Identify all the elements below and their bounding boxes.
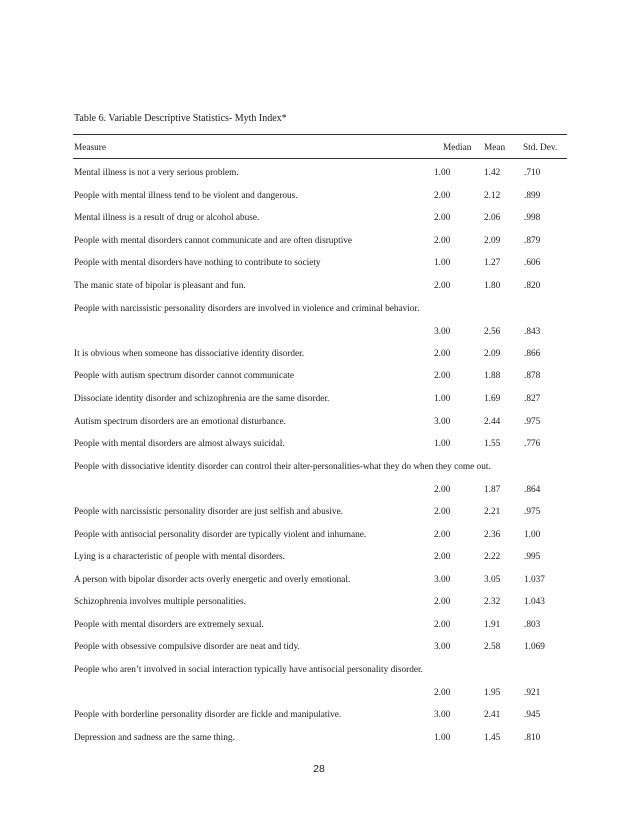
table-row — [74, 232, 568, 255]
table-row — [74, 458, 568, 503]
measure-cell: People with mental disorders are extremely sexual. — [74, 619, 264, 630]
std-dev-cell: .975 — [524, 506, 541, 517]
mean-cell: 2.36 — [484, 529, 501, 540]
measure-cell: Mental illness is not a very serious problem. — [74, 168, 239, 178]
table-row — [74, 526, 568, 549]
measure-cell: Autism spectrum disorders are an emotional disturbance. — [74, 416, 286, 427]
mean-cell: 2.22 — [484, 552, 501, 563]
std-dev-cell: .803 — [524, 619, 541, 630]
std-dev-cell: .866 — [524, 348, 541, 359]
std-dev-cell: .899 — [524, 190, 541, 201]
measure-cell: People with narcissistic personality disorder are just selfish and abusive. — [74, 506, 344, 517]
table-row — [74, 706, 568, 729]
mean-cell: 2.58 — [484, 642, 501, 653]
mean-cell: 2.09 — [484, 348, 501, 359]
measure-cell: People with mental illness tend to be violent and dangerous. — [74, 190, 298, 201]
table-row — [74, 345, 568, 368]
table-row — [74, 616, 568, 639]
table-row — [74, 593, 568, 616]
mean-cell: 2.32 — [484, 597, 501, 608]
std-dev-cell: .606 — [524, 258, 541, 269]
median-cell: 2.00 — [434, 688, 451, 699]
median-cell: 3.00 — [434, 710, 451, 721]
mean-cell: 1.88 — [484, 371, 501, 382]
measure-cell: People with mental disorders have nothing to contribute to society — [74, 258, 321, 269]
mean-cell: 2.41 — [484, 710, 501, 721]
std-dev-cell: .776 — [524, 439, 541, 450]
measure-cell: People with mental disorders cannot communicate and are often disruptive — [74, 235, 353, 246]
median-cell: 2.00 — [434, 552, 451, 563]
std-dev-cell: .921 — [524, 688, 541, 699]
std-dev-cell: 1.043 — [524, 597, 545, 608]
header-mean: Mean — [484, 143, 506, 153]
measure-cell: People with narcissistic personality disorders are involved in violence and criminal behavior. — [74, 303, 420, 314]
std-dev-cell: 1.069 — [524, 642, 545, 653]
measure-cell: Depression and sadness are the same thing. — [74, 732, 235, 743]
table-row — [74, 413, 568, 436]
mean-cell: 3.05 — [484, 574, 501, 585]
std-dev-cell: .995 — [524, 552, 541, 563]
measure-cell: The manic state of bipolar is pleasant and fun. — [74, 280, 246, 291]
std-dev-cell: 1.037 — [524, 574, 545, 585]
table-row — [74, 729, 568, 752]
median-cell: 2.00 — [434, 529, 451, 540]
median-cell: 2.00 — [434, 280, 451, 291]
mean-cell: 1.87 — [484, 484, 501, 495]
median-cell: 1.00 — [434, 168, 451, 178]
measure-cell: Dissociate identity disorder and schizophrenia are the same disorder. — [74, 393, 330, 404]
median-cell: 1.00 — [434, 258, 451, 269]
measure-cell: People with mental disorders are almost always suicidal. — [74, 439, 285, 450]
std-dev-cell: .843 — [524, 326, 541, 337]
mean-cell: 1.80 — [484, 280, 501, 291]
header-median: Median — [443, 143, 472, 153]
table-row — [74, 548, 568, 571]
median-cell: 2.00 — [434, 213, 451, 224]
measure-cell: People who aren’t involved in social interaction typically have antisocial personality disorder. — [74, 665, 423, 676]
std-dev-cell: .864 — [524, 484, 541, 495]
std-dev-cell: .820 — [524, 280, 541, 291]
std-dev-cell: .810 — [524, 732, 541, 743]
table-caption: Table 6. Variable Descriptive Statistics- Myth Index* — [74, 113, 287, 124]
std-dev-cell: .975 — [524, 416, 541, 427]
median-cell: 2.00 — [434, 348, 451, 359]
myth-index-table — [74, 140, 568, 743]
median-cell: 1.00 — [434, 393, 451, 404]
std-dev-cell: .879 — [524, 235, 541, 246]
table-header-row — [74, 140, 568, 162]
median-cell: 2.00 — [434, 190, 451, 201]
median-cell: 2.00 — [434, 597, 451, 608]
table-body — [74, 164, 568, 751]
header-measure: Measure — [74, 143, 107, 153]
measure-cell: People with dissociative identity disorder can control their alter-personalities-what they do when they come out. — [74, 461, 491, 472]
median-cell: 2.00 — [434, 506, 451, 517]
measure-cell: A person with bipolar disorder acts overly energetic and overly emotional. — [74, 574, 351, 585]
mean-cell: 2.44 — [484, 416, 501, 427]
table-row — [74, 571, 568, 594]
median-cell: 3.00 — [434, 326, 451, 337]
header-std-dev: Std. Dev. — [523, 143, 558, 153]
mean-cell: 1.42 — [484, 168, 501, 178]
measure-cell: People with autism spectrum disorder cannot communicate — [74, 371, 294, 382]
std-dev-cell: .710 — [524, 168, 541, 178]
std-dev-cell: .945 — [524, 710, 541, 721]
table-row — [74, 209, 568, 232]
table-row — [74, 638, 568, 661]
measure-cell: Mental illness is a result of drug or alcohol abuse. — [74, 213, 260, 224]
table-row — [74, 164, 568, 187]
measure-cell: It is obvious when someone has dissociative identity disorder. — [74, 348, 305, 359]
median-cell: 2.00 — [434, 235, 451, 246]
page-number: 28 — [313, 763, 325, 775]
measure-cell: Schizophrenia involves multiple personalities. — [74, 597, 246, 608]
table-row — [74, 367, 568, 390]
median-cell: 2.00 — [434, 371, 451, 382]
std-dev-cell: 1.00 — [524, 529, 541, 540]
mean-cell: 1.27 — [484, 258, 501, 269]
median-cell: 1.00 — [434, 439, 451, 450]
table-top-rule — [73, 134, 567, 135]
mean-cell: 2.09 — [484, 235, 501, 246]
median-cell: 2.00 — [434, 619, 451, 630]
std-dev-cell: .827 — [524, 393, 541, 404]
median-cell: 1.00 — [434, 732, 451, 743]
measure-cell: Lying is a characteristic of people with mental disorders. — [74, 552, 285, 563]
mean-cell: 2.56 — [484, 326, 501, 337]
mean-cell: 1.69 — [484, 393, 501, 404]
table-row — [74, 300, 568, 345]
table-row — [74, 187, 568, 210]
median-cell: 3.00 — [434, 642, 451, 653]
mean-cell: 2.06 — [484, 213, 501, 224]
table-row — [74, 390, 568, 413]
median-cell: 3.00 — [434, 574, 451, 585]
mean-cell: 1.95 — [484, 688, 501, 699]
measure-cell: People with antisocial personality disorder are typically violent and inhumane. — [74, 529, 367, 540]
mean-cell: 2.21 — [484, 506, 501, 517]
table-row — [74, 277, 568, 300]
mean-cell: 1.91 — [484, 619, 501, 630]
std-dev-cell: .878 — [524, 371, 541, 382]
median-cell: 3.00 — [434, 416, 451, 427]
measure-cell: People with obsessive compulsive disorder are neat and tidy. — [74, 642, 300, 653]
std-dev-cell: .998 — [524, 213, 541, 224]
table-row — [74, 254, 568, 277]
table-row — [74, 435, 568, 458]
table-row — [74, 503, 568, 526]
mean-cell: 1.55 — [484, 439, 501, 450]
table-row — [74, 661, 568, 706]
measure-cell: People with borderline personality disorder are fickle and manipulative. — [74, 710, 342, 721]
mean-cell: 2.12 — [484, 190, 501, 201]
median-cell: 2.00 — [434, 484, 451, 495]
mean-cell: 1.45 — [484, 732, 501, 743]
